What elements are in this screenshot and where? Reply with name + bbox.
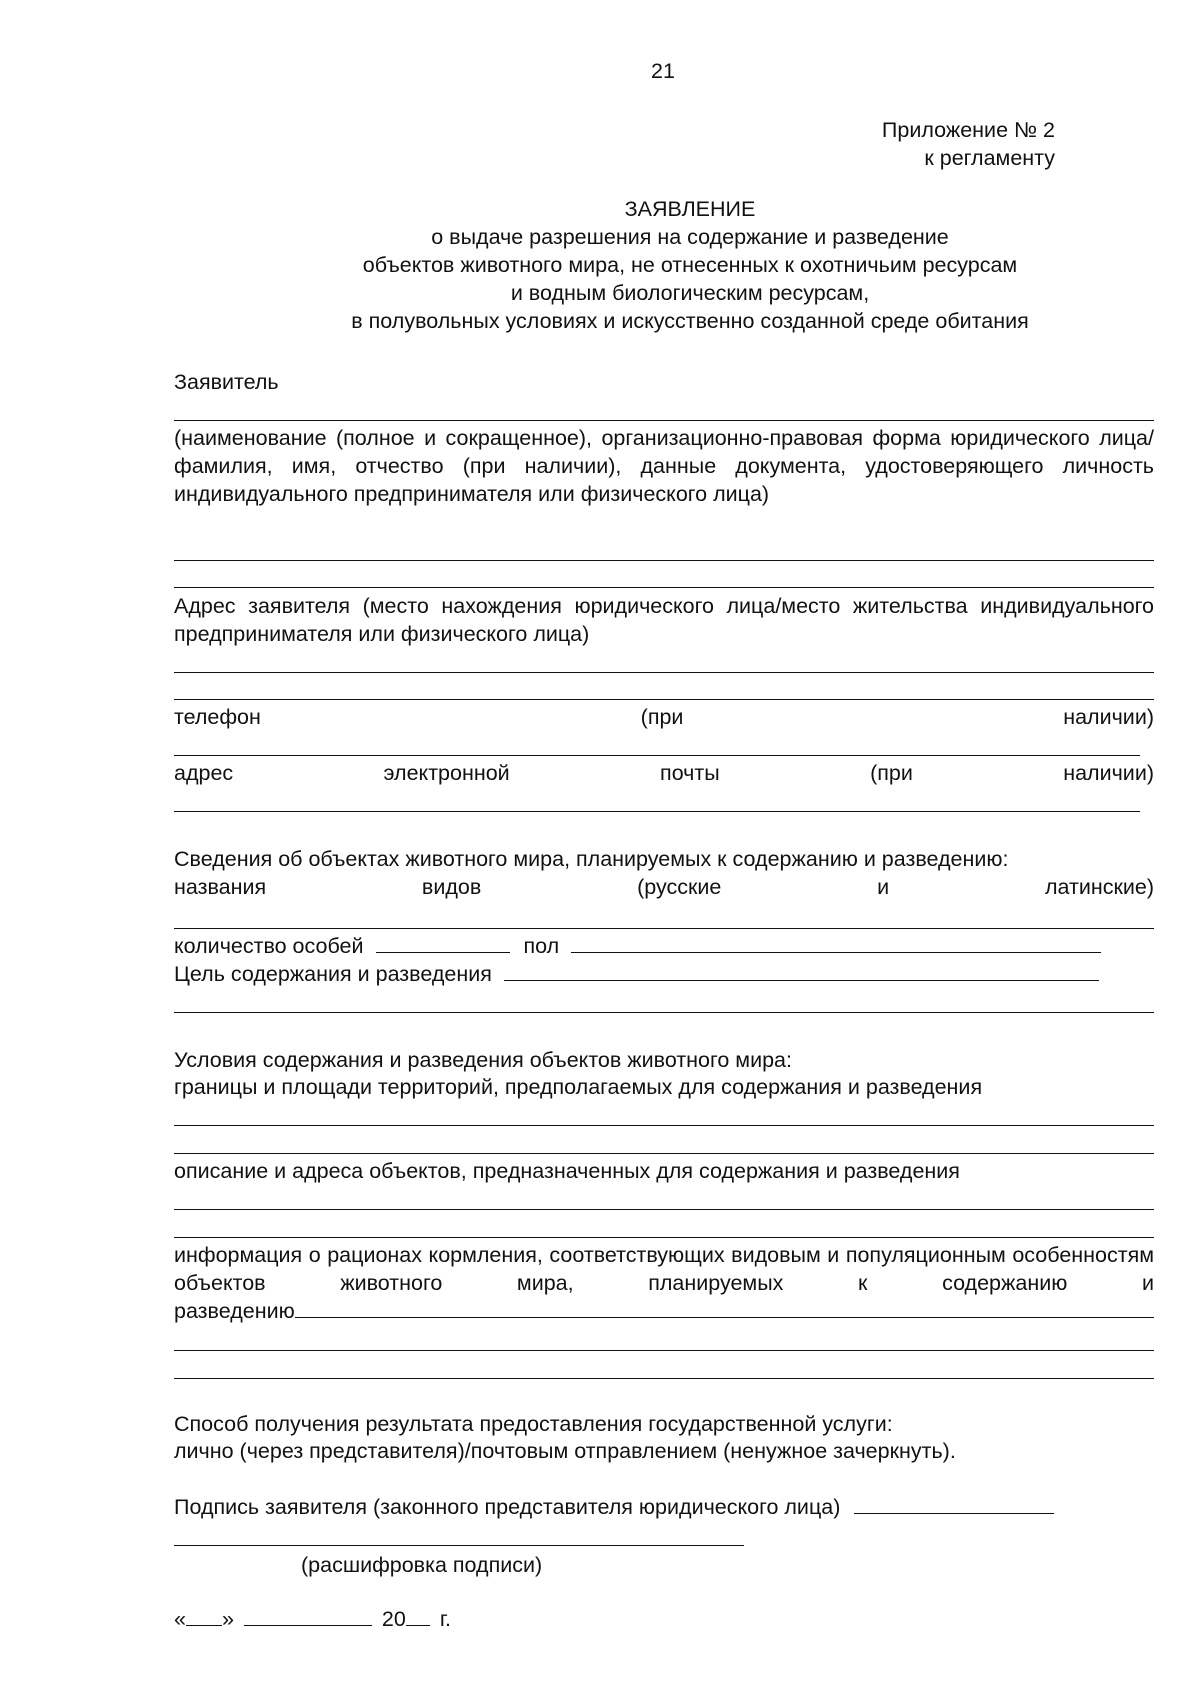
signature-label: Подпись заявителя (законного представителя юридического лица)	[174, 1495, 841, 1519]
diet-field-1[interactable]	[295, 1297, 1154, 1318]
facilities-label: описание и адреса объектов, предназначенных для содержания и разведения	[174, 1159, 960, 1183]
species-word-5: латинские)	[1044, 875, 1154, 899]
phone-label	[174, 703, 1154, 731]
objects-heading: Сведения об объектах животного мира, планируемых к содержанию и разведению:	[174, 847, 1009, 871]
purpose-field[interactable]	[504, 960, 1099, 981]
territory-label: границы и площади территорий, предполагаемых для содержания и разведения	[174, 1075, 983, 1099]
date-year-field[interactable]	[406, 1605, 430, 1626]
appendix-reference	[882, 116, 1055, 172]
species-word-4: и	[877, 875, 890, 899]
species-word-1: названия	[174, 875, 267, 899]
result-line-2: лично (через представителя)/почтовым отправлением (ненужное зачеркнуть).	[174, 1439, 956, 1463]
conditions-heading: Условия содержания и разведения объектов животного мира:	[174, 1048, 792, 1072]
signature-field[interactable]	[854, 1493, 1054, 1514]
phone-word-1: телефон	[174, 705, 261, 729]
diet-last-row	[174, 1297, 1154, 1325]
date-day-field[interactable]	[186, 1605, 222, 1626]
form-subtitle-line-1: о выдаче разрешения на содержание и разведение	[431, 225, 949, 249]
applicant-extra-field-2[interactable]	[174, 587, 1154, 588]
address-field-1[interactable]	[174, 672, 1154, 673]
applicant-name-field[interactable]	[174, 420, 1154, 421]
email-label	[174, 759, 1154, 787]
form-title	[270, 195, 1110, 335]
applicant-note: (наименование (полное и сокращенное), организационно-правовая форма юридического лица/фамилия, имя, отчество (при наличии), данные документа, удостоверяющего личность индивидуального предпринимателя или физического лица)	[174, 426, 1154, 506]
email-word-5: наличии)	[1063, 761, 1154, 785]
purpose-row	[174, 960, 1099, 988]
phone-word-3: наличии)	[1063, 705, 1154, 729]
count-sex-row	[174, 932, 1101, 960]
signature-decode-label: (расшифровка подписи)	[301, 1553, 543, 1577]
species-word-2: видов	[421, 875, 482, 899]
count-label: количество особей	[174, 934, 364, 958]
email-word-1: адрес	[174, 761, 234, 785]
email-word-3: почты	[660, 761, 720, 785]
page-number: 21	[651, 59, 675, 83]
address-field-2[interactable]	[174, 699, 1154, 700]
form-subtitle-line-4: в полувольных условиях и искусственно созданной среде обитания	[351, 309, 1029, 333]
email-word-2: электронной	[383, 761, 510, 785]
appendix-line-2: к регламенту	[924, 146, 1055, 170]
phone-field[interactable]	[174, 755, 1140, 756]
purpose-label: Цель содержания и разведения	[174, 962, 492, 986]
applicant-label: Заявитель	[174, 370, 279, 394]
territory-field-2[interactable]	[174, 1153, 1154, 1154]
species-word-3: (русские	[637, 875, 722, 899]
form-subtitle-line-2: объектов животного мира, не отнесенных к охотничьим ресурсам	[362, 253, 1018, 277]
diet-label: информация о рационах кормления, соответствующих видовым и популяционным особенностям объектов животного мира, планируемых к содержанию и	[174, 1243, 1154, 1295]
result-line-1: Способ получения результата предоставления государственной услуги:	[174, 1412, 893, 1436]
email-field[interactable]	[174, 811, 1140, 812]
date-open-quote: «	[174, 1607, 186, 1631]
form-heading: ЗАЯВЛЕНИЕ	[624, 197, 756, 221]
count-field[interactable]	[376, 932, 510, 953]
form-subtitle-line-3: и водным биологическим ресурсам,	[510, 281, 870, 305]
date-close-quote: »	[221, 1607, 234, 1631]
diet-field-3[interactable]	[174, 1378, 1154, 1379]
sex-field[interactable]	[571, 932, 1101, 953]
signature-decode-field[interactable]	[174, 1545, 744, 1546]
facilities-field-2[interactable]	[174, 1237, 1154, 1238]
address-note: Адрес заявителя (место нахождения юридического лица/место жительства индивидуального предпринимателя или физического лица)	[174, 594, 1154, 646]
species-names-field[interactable]	[174, 928, 1154, 929]
signature-row	[174, 1493, 1054, 1521]
email-word-4: (при	[870, 761, 913, 785]
purpose-field-2[interactable]	[174, 1012, 1154, 1013]
territory-field-1[interactable]	[174, 1125, 1154, 1126]
diet-last-word: разведению	[174, 1299, 295, 1323]
date-month-field[interactable]	[244, 1605, 372, 1626]
diet-field-2[interactable]	[174, 1350, 1154, 1351]
date-row	[174, 1605, 451, 1633]
date-year-prefix: 20	[381, 1607, 406, 1631]
applicant-extra-field-1[interactable]	[174, 560, 1154, 561]
species-names-label	[174, 873, 1154, 901]
date-year-suffix: г.	[439, 1607, 452, 1631]
appendix-line-1: Приложение № 2	[881, 118, 1055, 142]
facilities-field-1[interactable]	[174, 1209, 1154, 1210]
sex-label: пол	[523, 934, 560, 958]
phone-word-2: (при	[640, 705, 684, 729]
